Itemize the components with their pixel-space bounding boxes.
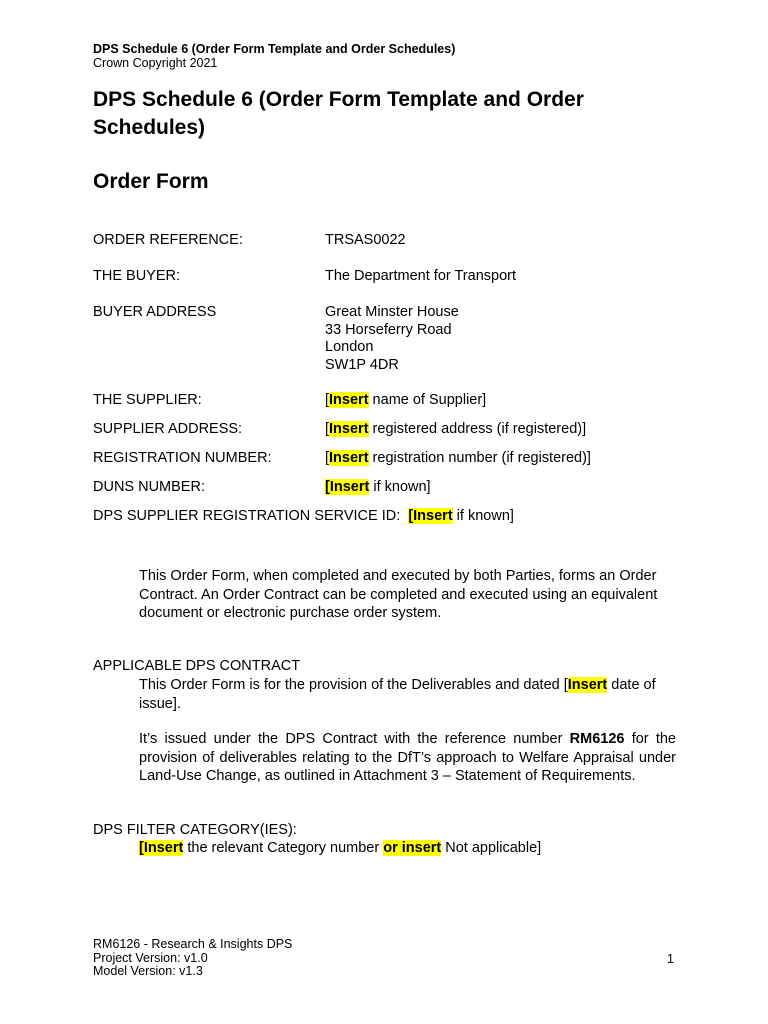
- insert-highlight: [Insert: [408, 508, 453, 524]
- address-line: SW1P 4DR: [325, 356, 399, 373]
- placeholder-text: if known]: [452, 508, 514, 524]
- insert-highlight: or insert: [383, 840, 442, 856]
- order-form-heading: Order Form: [93, 170, 209, 193]
- footer-model-version: Model Version: v1.3: [93, 964, 203, 978]
- bracket: [: [325, 392, 330, 408]
- address-line: 33 Horseferry Road: [325, 321, 452, 338]
- buyer-address-value: [325, 304, 459, 374]
- order-reference-value: TRSAS0022: [325, 232, 406, 248]
- address-line: London: [325, 339, 374, 355]
- buyer-value: The Department for Transport: [325, 268, 516, 284]
- registration-number-label: REGISTRATION NUMBER:: [93, 450, 272, 466]
- buyer-address-label: BUYER ADDRESS: [93, 304, 217, 320]
- applicable-contract-paragraph-2: [139, 730, 676, 786]
- contract-reference: RM6126: [569, 731, 625, 747]
- insert-highlight: [Insert: [139, 840, 184, 856]
- paragraph-text: for the provision of deliverables relating to the DfT’s approach to Welfare Appraisal under Land-Use Change, as outlined in Attachment 3 – Statement of Requirements.: [139, 731, 676, 784]
- applicable-contract-heading: APPLICABLE DPS CONTRACT: [93, 658, 301, 674]
- bracket: [: [325, 421, 330, 437]
- placeholder-text: registration number (if registered)]: [368, 450, 591, 466]
- supplier-label: THE SUPPLIER:: [93, 392, 202, 408]
- insert-highlight: Insert: [567, 677, 608, 693]
- duns-number-label: DUNS NUMBER:: [93, 479, 205, 495]
- paragraph-text: It’s issued under the DPS Contract with the reference number: [139, 731, 570, 747]
- order-reference-label: ORDER REFERENCE:: [93, 232, 243, 248]
- insert-highlight: Insert: [329, 450, 369, 466]
- address-line: Great Minster House: [325, 304, 459, 320]
- dps-supplier-id-row: [93, 508, 514, 525]
- insert-highlight: Insert: [329, 392, 369, 408]
- bracket: [: [563, 677, 568, 693]
- placeholder-text: Not applicable]: [441, 840, 542, 856]
- document-title: DPS Schedule 6 (Order Form Template and Order Schedules): [93, 88, 584, 139]
- paragraph-text: This Order Form is for the provision of the Deliverables and dated: [139, 677, 564, 693]
- buyer-label: THE BUYER:: [93, 268, 181, 284]
- supplier-address-label: SUPPLIER ADDRESS:: [93, 421, 243, 437]
- registration-number-value: [325, 450, 591, 467]
- duns-number-value: [325, 479, 431, 496]
- supplier-value: [325, 392, 486, 409]
- applicable-contract-paragraph-1: [139, 676, 676, 713]
- filter-category-value: [139, 839, 676, 858]
- header-title: DPS Schedule 6 (Order Form Template and Order Schedules): [93, 42, 456, 56]
- placeholder-text: registered address (if registered)]: [368, 421, 587, 437]
- footer-project-version: Project Version: v1.0: [93, 950, 208, 965]
- insert-highlight: Insert: [329, 421, 369, 437]
- header-copyright: Crown Copyright 2021: [93, 56, 218, 70]
- page-footer: [93, 938, 292, 979]
- filter-category-heading: DPS FILTER CATEGORY(IES):: [93, 822, 297, 838]
- running-header: [93, 42, 455, 70]
- supplier-address-value: [325, 421, 586, 438]
- footer-framework: RM6126 - Research & Insights DPS: [93, 937, 293, 951]
- dps-supplier-id-label: DPS SUPPLIER REGISTRATION SERVICE ID:: [93, 508, 401, 524]
- insert-highlight: [Insert: [325, 479, 370, 495]
- page-number: 1: [667, 952, 674, 966]
- bracket: [: [325, 450, 330, 466]
- placeholder-text: the relevant Category number: [183, 840, 384, 856]
- intro-paragraph: This Order Form, when completed and executed by both Parties, forms an Order Contract. An Order Contract can be completed and executed using an equivalent document or electronic purchase order system.: [139, 568, 658, 621]
- placeholder-text: if known]: [369, 479, 431, 495]
- placeholder-text: name of Supplier]: [368, 392, 487, 408]
- paragraph-text: date of issue].: [139, 677, 656, 712]
